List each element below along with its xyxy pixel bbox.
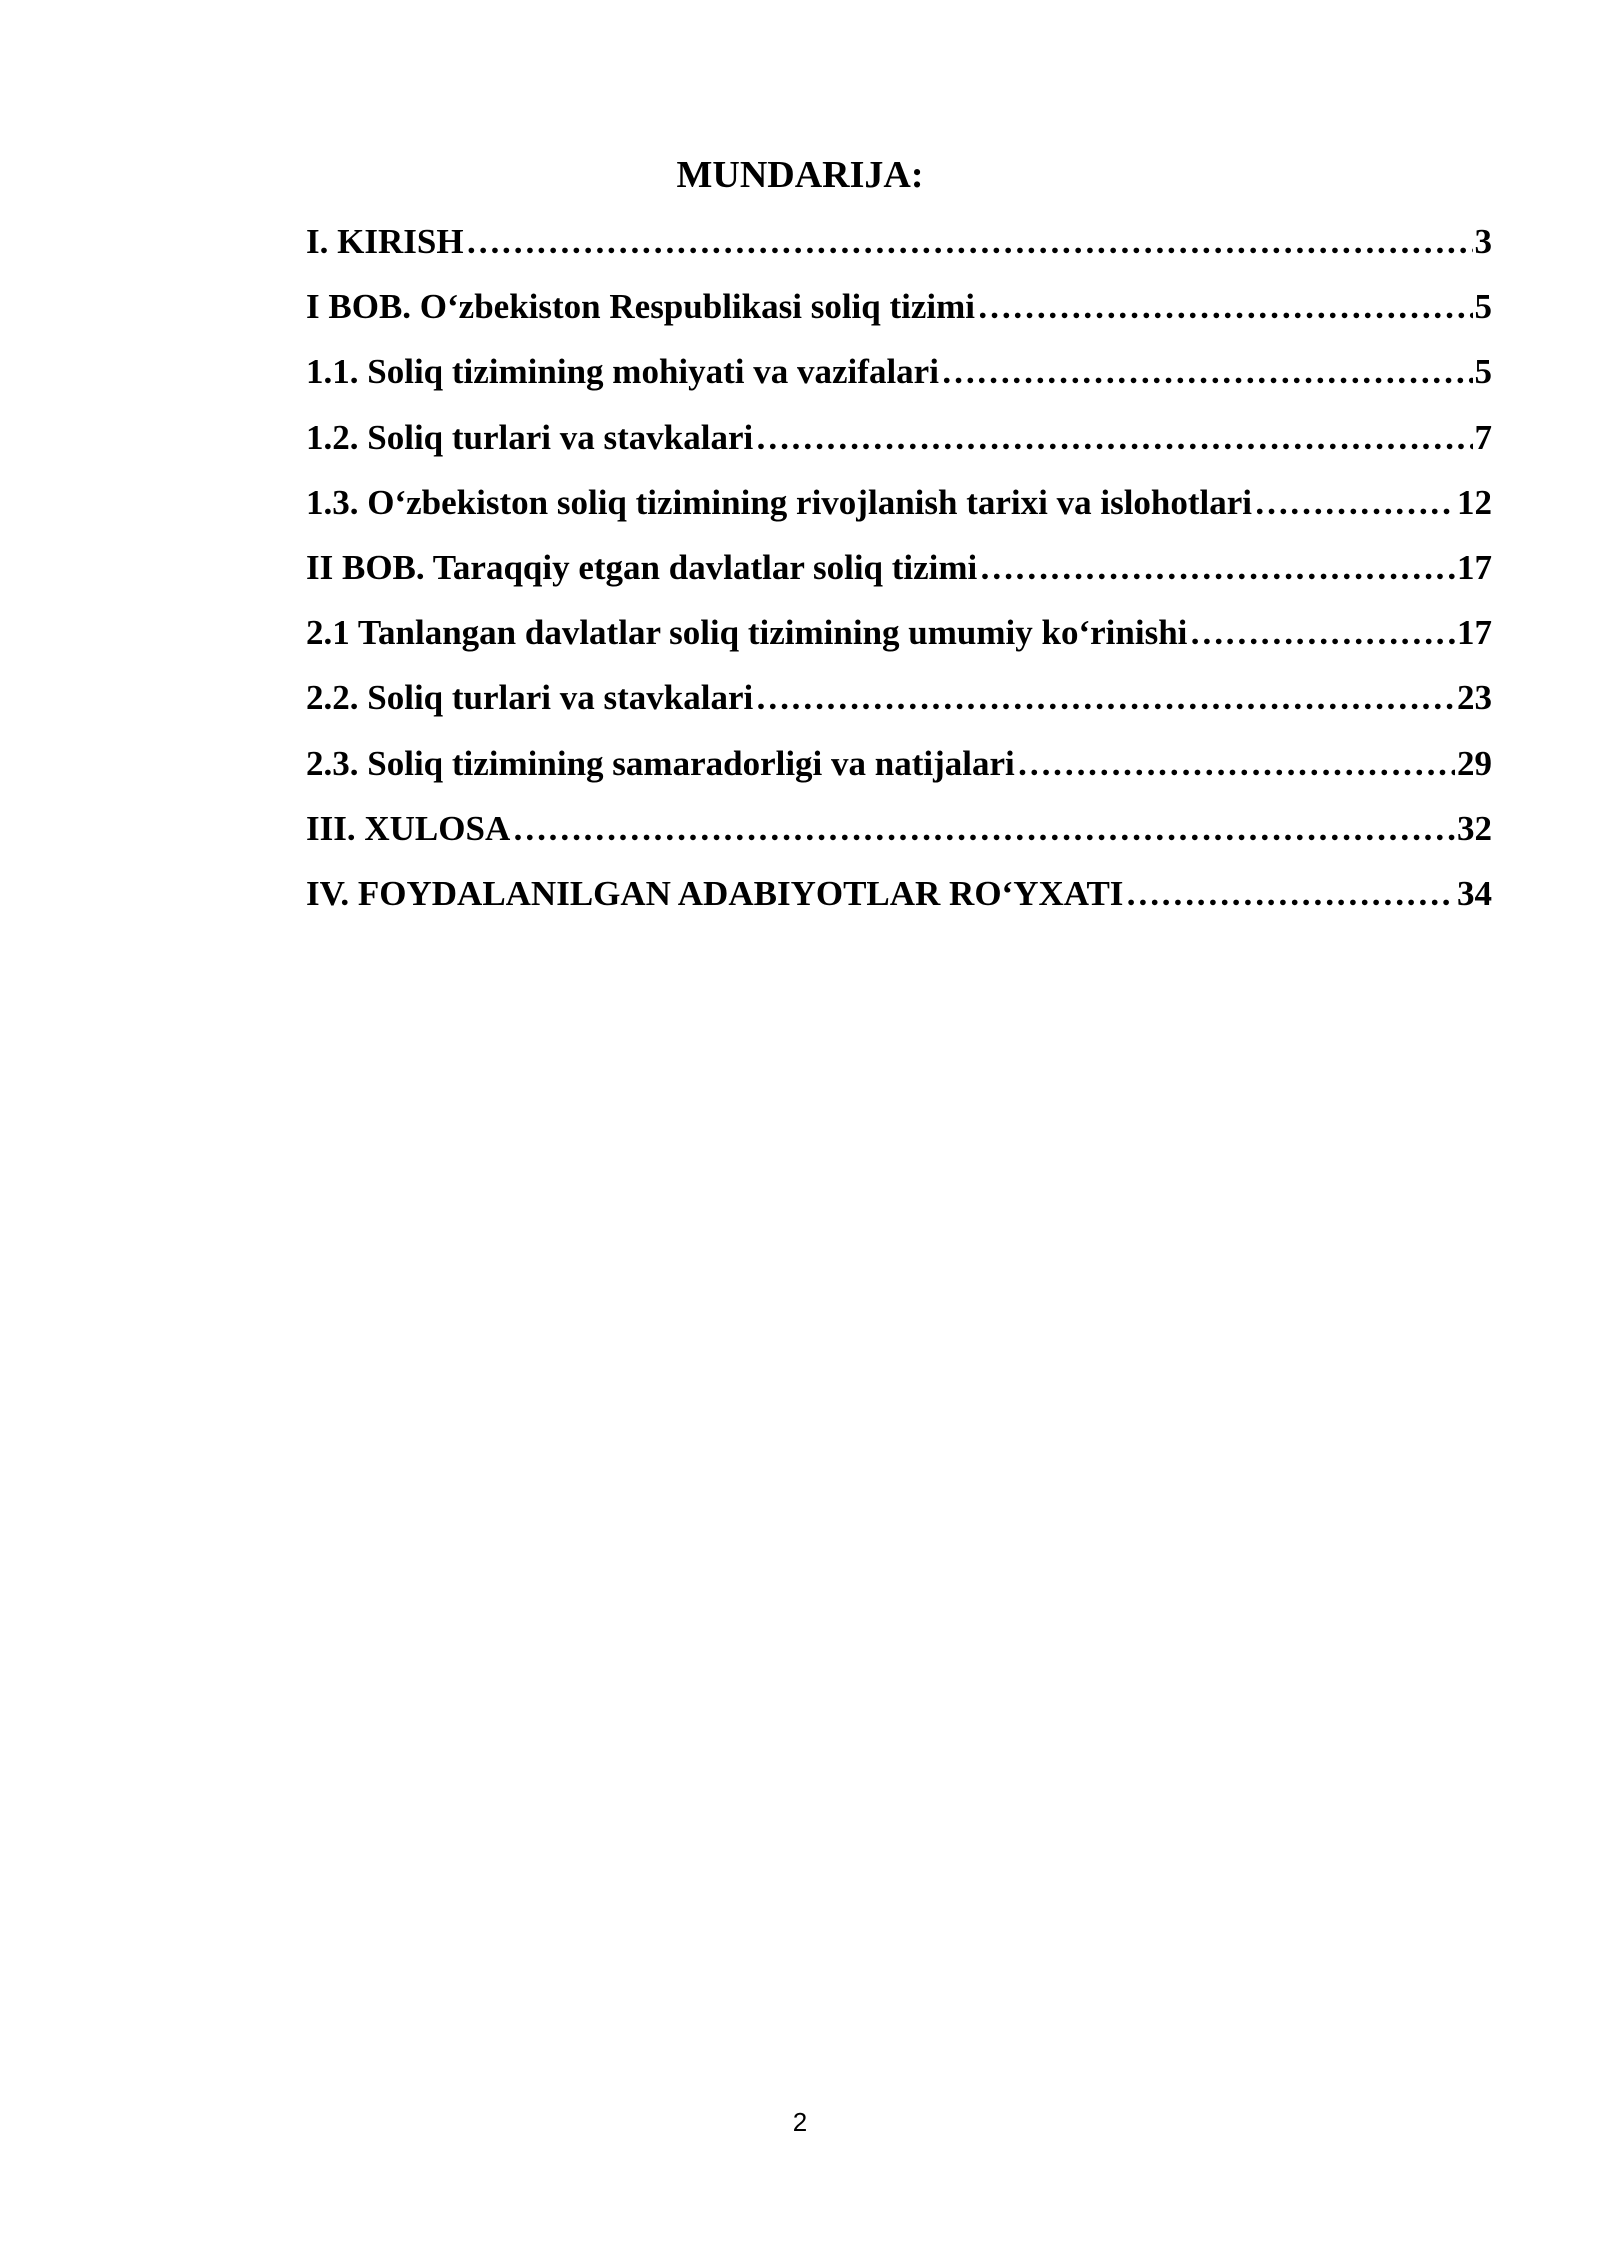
toc-dot-leader xyxy=(755,412,1472,464)
toc-dot-leader xyxy=(941,346,1473,398)
toc-entry-title: 2.2. Soliq turlari va stavkalari xyxy=(306,678,754,718)
toc-entry-page: 5 xyxy=(1474,352,1492,392)
toc-entry-page: 12 xyxy=(1457,482,1492,522)
toc-entry xyxy=(306,672,1492,737)
toc-dot-leader xyxy=(1017,738,1455,790)
toc-entry-page: 3 xyxy=(1474,222,1492,261)
toc-entry xyxy=(306,346,1492,411)
toc-entry-page: 23 xyxy=(1457,678,1492,718)
toc-entry-title: III. XULOSA xyxy=(306,808,511,848)
toc-dot-leader xyxy=(1125,868,1455,920)
toc-dot-leader xyxy=(1254,477,1455,529)
toc-entry-title: II BOB. Taraqqiy etgan davlatlar soliq tizimi xyxy=(306,547,978,587)
toc-entry-page: 17 xyxy=(1457,547,1492,587)
toc-entry xyxy=(306,738,1492,803)
toc-entry-page: 29 xyxy=(1457,743,1492,783)
toc-entry-title: 2.3. Soliq tizimining samaradorligi va natijalari xyxy=(306,743,1015,783)
toc-entry xyxy=(306,216,1492,281)
toc-entry-title: 1.3. O‘zbekiston soliq tizimining rivojlanish tarixi va islohotlari xyxy=(306,482,1253,522)
toc-dot-leader xyxy=(755,672,1455,724)
toc-dot-leader xyxy=(977,281,1472,333)
toc-entry xyxy=(306,281,1492,346)
table-of-contents xyxy=(306,216,1492,933)
toc-dot-leader xyxy=(979,542,1455,594)
toc-dot-leader xyxy=(512,803,1455,855)
page-number: 2 xyxy=(792,2107,808,2137)
toc-entry-page: 5 xyxy=(1474,287,1492,327)
toc-dot-leader xyxy=(1189,607,1455,659)
toc-entry-title: 2.1 Tanlangan davlatlar soliq tizimining umumiy ko‘rinishi xyxy=(306,613,1188,653)
toc-entry xyxy=(306,412,1492,477)
toc-entry-title: I BOB. O‘zbekiston Respublikasi soliq tizimi xyxy=(306,287,976,327)
toc-entry xyxy=(306,607,1492,672)
toc-entry xyxy=(306,542,1492,607)
toc-entry-page: 17 xyxy=(1457,613,1492,653)
toc-entry-page: 32 xyxy=(1457,808,1492,848)
toc-dot-leader xyxy=(466,216,1473,268)
toc-entry-title: 1.2. Soliq turlari va stavkalari xyxy=(306,417,754,457)
toc-entry-title: I. KIRISH xyxy=(306,222,464,261)
toc-entry-title: IV. FOYDALANILGAN ADABIYOTLAR RO‘YXATI xyxy=(306,873,1124,913)
toc-entry-page: 34 xyxy=(1457,873,1492,913)
toc-entry-page: 7 xyxy=(1474,417,1492,457)
toc-entry xyxy=(306,477,1492,542)
toc-heading: MUNDARIJA: xyxy=(676,154,924,196)
toc-entry xyxy=(306,868,1492,933)
toc-entry xyxy=(306,803,1492,868)
toc-entry-title: 1.1. Soliq tizimining mohiyati va vazifalari xyxy=(306,352,939,392)
